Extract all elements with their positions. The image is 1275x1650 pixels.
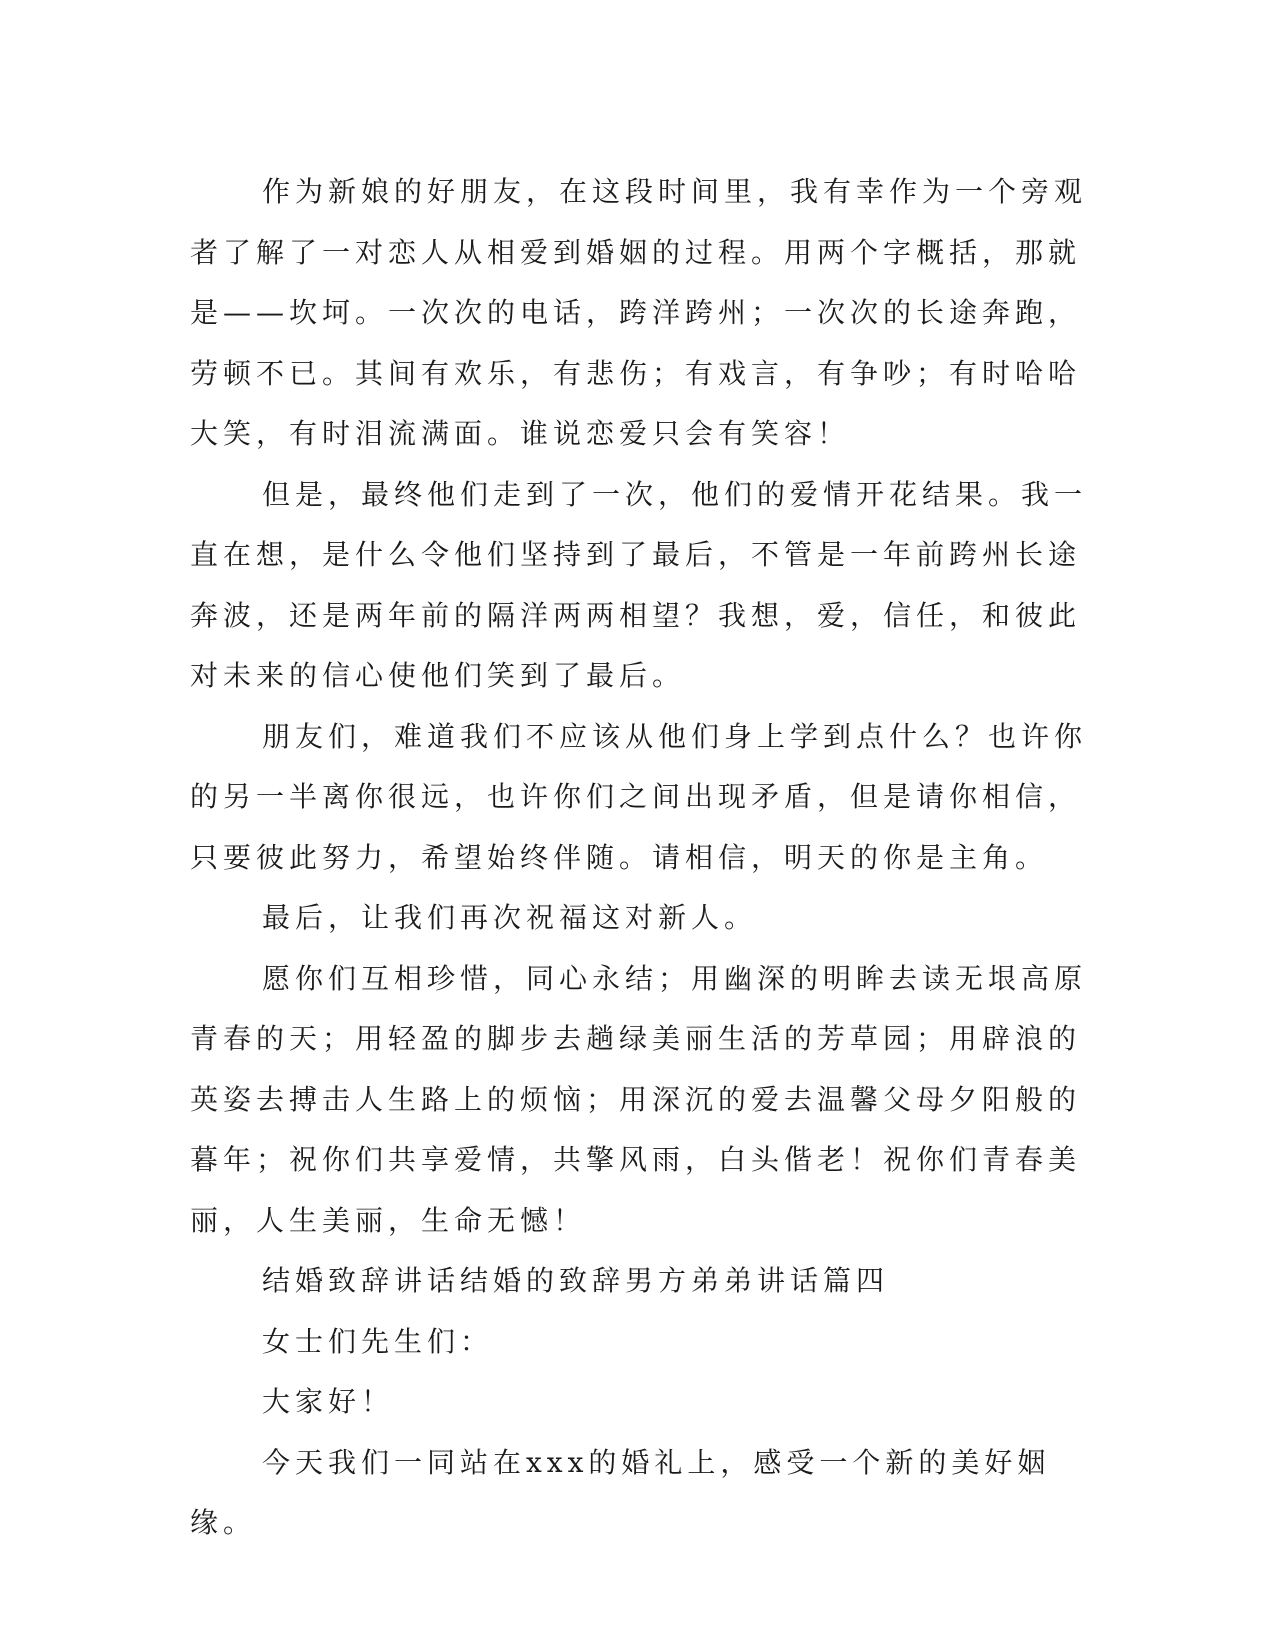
document-body: [190, 162, 1090, 1554]
greeting: 大家好！: [262, 1385, 395, 1418]
salutation: 女士们先生们：: [262, 1324, 494, 1358]
paragraph-friend-intro: 作为新娘的好朋友，在这段时间里，我有幸作为一个旁观者了解了一对恋人从相爱到婚姻的过程。用两个字概括，那就是——坎坷。一次次的电话，跨洋跨州；一次次的长途奔跑，劳顿不已。其间有欢乐，有悲伤；有戏言，有争吵；有时哈哈大笑，有时泪流满面。谁说恋爱只会有笑容！: [190, 175, 1088, 450]
paragraph-friends-learn: 朋友们，难道我们不应该从他们身上学到点什么？也许你的另一半离你很远，也许你们之间出现矛盾，但是请你相信，只要彼此努力，希望始终伴随。请相信，明天的你是主角。: [190, 719, 1088, 874]
paragraph-today: 今天我们一同站在xxx的婚礼上，感受一个新的美好姻缘。: [190, 1445, 1051, 1539]
paragraph-bless-couple: 最后，让我们再次祝福这对新人。: [262, 901, 758, 934]
section-heading: 结婚致辞讲话结婚的致辞男方弟弟讲话篇四: [262, 1264, 890, 1297]
paragraph-wishes: 愿你们互相珍惜，同心永结；用幽深的明眸去读无垠高原青春的天；用轻盈的脚步去趟绿美丽生活的芳草园；用辟浪的英姿去搏击人生路上的烦恼；用深沉的爱去温馨父母夕阳般的暮年；祝你们共享爱情，共擎风雨，白头偕老！祝你们青春美丽，人生美丽，生命无憾！: [190, 961, 1088, 1237]
paragraph-final-together: 但是，最终他们走到了一次，他们的爱情开花结果。我一直在想，是什么令他们坚持到了最后，不管是一年前跨州长途奔波，还是两年前的隔洋两两相望？我想，爱，信任，和彼此对未来的信心使他们笑到了最后。: [190, 477, 1088, 692]
